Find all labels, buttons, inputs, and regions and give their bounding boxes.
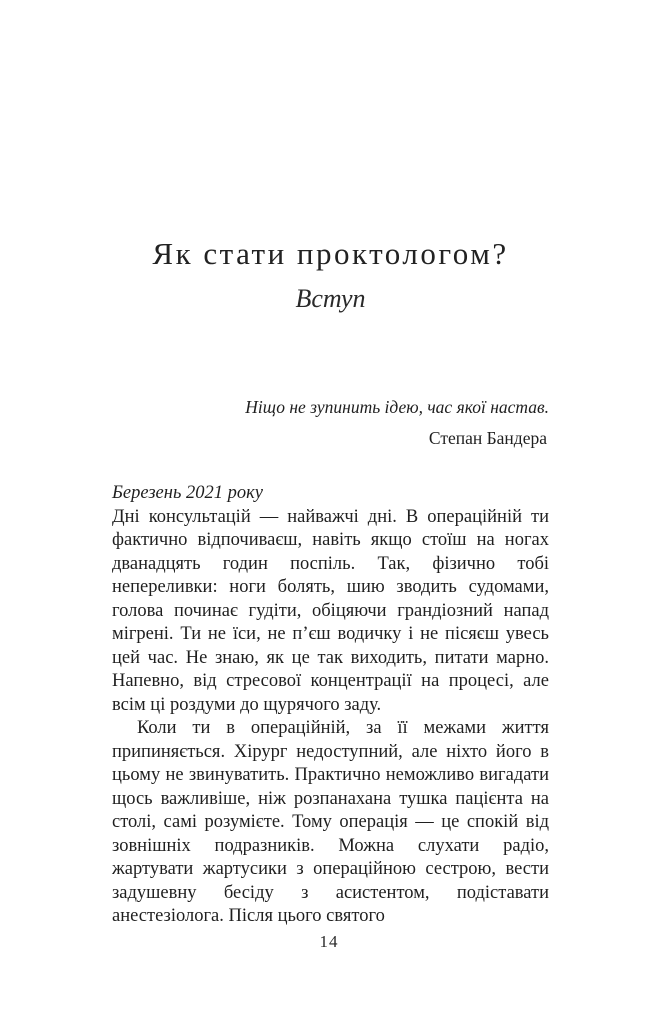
section-date-heading: Березень 2021 року bbox=[112, 483, 263, 504]
chapter-title: Як стати проктологом? bbox=[152, 236, 509, 271]
text-column bbox=[112, 0, 549, 929]
epigraph bbox=[112, 394, 549, 452]
paragraph-2: Коли ти в операційній, за її межами життя припиняється. Хірург недоступний, але ніхто його в цьому не звинуватить. Практично неможливо вигадати щось важливіше, ніж розпанахана тушка пацієнта на столі, самі розумієте. Тому операція — це спокій від зовнішніх подразників. Можна слухати радіо, жартувати жартусики з операційною сестрою, вести задушевну бесіду з асистентом, подіставати анестезіолога. Після цього святого bbox=[112, 718, 549, 927]
chapter-subtitle: Вступ bbox=[295, 284, 366, 313]
paragraph-1: Дні консультацій — найважчі дні. В операційній ти фактично відпочиваєш, навіть якщо стоїш на ногах дванадцять годин поспіль. Так, фізично тобі непереливки: ноги болять, шию зводить судомами, голова починає гудіти, обіцяючи грандіозний напад мігрені. Ти не їси, не п’єш водичку і не пісяєш увесь цей час. Не знаю, як це так виходить, питати марно. Напевно, від стресової концентрації на процесі, але всім ці роздуми до щурячого заду. bbox=[112, 506, 549, 715]
epigraph-attribution: Степан Бандера bbox=[428, 428, 547, 449]
epigraph-quote: Ніщо не зупинить ідею, час якої настав. bbox=[245, 397, 549, 417]
page-number: 14 bbox=[319, 932, 339, 951]
